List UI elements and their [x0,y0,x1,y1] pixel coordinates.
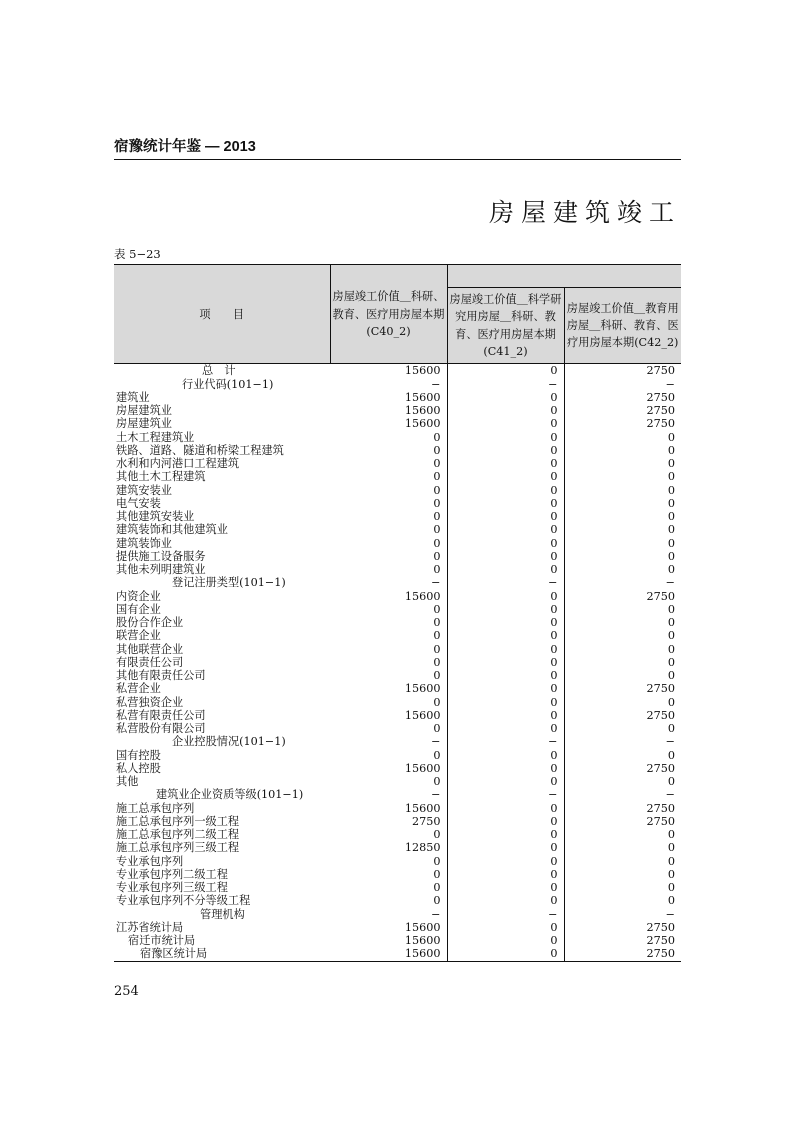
table-number: 表 5−23 [114,247,161,261]
table-row [114,828,681,841]
cell-c40: 15600 [330,921,447,934]
table-row [114,815,681,828]
cell-c42: 2750 [646,682,675,696]
row-label: 房屋建筑业 [116,417,172,431]
cell-c42: 0 [667,549,675,563]
cell-c41: 0 [447,881,564,894]
row-label: 专业承包序列三级工程 [116,881,228,895]
cell-c40: 0 [330,484,447,497]
cell-c40: 0 [330,550,447,563]
cell-c42: 0 [667,457,675,471]
table-row [114,563,681,576]
table-row [114,709,681,722]
table-row [114,391,681,404]
cell-c42: 0 [667,881,675,895]
row-label: 行业代码(101−1) [182,377,274,391]
row-label: 提供施工设备服务 [116,549,206,563]
table-row [114,775,681,788]
cell-c40: 0 [330,868,447,881]
cell-c42: 0 [667,642,675,656]
cell-c40: 0 [330,855,447,868]
column-header-group [447,265,681,288]
row-label: 国有控股 [116,748,161,762]
row-label: 专业承包序列二级工程 [116,867,228,881]
cell-c41: − [447,735,564,748]
table-header [114,265,681,364]
cell-c41: 0 [447,696,564,709]
table-row [114,616,681,629]
cell-c41: 0 [447,470,564,483]
cell-c42: 2750 [646,417,675,431]
table-row [114,802,681,815]
cell-c42: 0 [667,775,675,789]
cell-c40: 0 [330,603,447,616]
table-row [114,682,681,695]
cell-c42: 0 [667,867,675,881]
row-label: 建筑装饰和其他建筑业 [116,523,228,537]
column-header-c40: 房屋竣工价值＿科研、教育、医疗用房屋本期(C40_2) [330,265,447,364]
cell-c40: 0 [330,696,447,709]
table-row [114,643,681,656]
cell-c41: 0 [447,934,564,947]
row-label: 管理机构 [200,907,245,921]
cell-c40: 15600 [330,762,447,775]
table-row [114,497,681,510]
row-label: 总 计 [202,364,236,378]
row-label: 房屋建筑业 [116,404,172,418]
table-body [114,364,681,961]
cell-c40: 0 [330,497,447,510]
cell-c41: 0 [447,590,564,603]
cell-c40: 0 [330,775,447,788]
row-label: 私营有限责任公司 [116,708,206,722]
cell-c40: 0 [330,510,447,523]
cell-c42: − [665,377,675,391]
cell-c41: 0 [447,762,564,775]
cell-c40: 0 [330,537,447,550]
cell-c42: − [665,907,675,921]
row-label: 宿迁市统计局 [128,934,196,948]
table-row [114,457,681,470]
cell-c41: 0 [447,868,564,881]
cell-c41: 0 [447,669,564,682]
cell-c42: 2750 [646,364,675,378]
cell-c42: 2750 [646,801,675,815]
column-header-c41: 房屋竣工价值＿科学研究用房屋＿科研、教育、医疗用房屋本期(C41_2) [447,288,564,364]
cell-c41: 0 [447,550,564,563]
table-row [114,378,681,391]
data-table [114,264,681,962]
cell-c41: 0 [447,722,564,735]
row-label: 江苏省统计局 [116,920,184,934]
cell-c40: 0 [330,722,447,735]
cell-c41: 0 [447,921,564,934]
table-row [114,669,681,682]
cell-c42: 0 [667,748,675,762]
cell-c40: 15600 [330,802,447,815]
table-row [114,629,681,642]
cell-c42: 2750 [646,761,675,775]
table-row [114,881,681,894]
table-row [114,537,681,550]
cell-c40: 15600 [330,590,447,603]
cell-c40: 0 [330,881,447,894]
cell-c41: 0 [447,682,564,695]
cell-c40: 0 [330,470,447,483]
row-label: 其他有限责任公司 [116,669,206,683]
row-label: 其他建筑安装业 [116,510,195,524]
cell-c40: 0 [330,894,447,907]
row-label: 宿豫区统计局 [114,947,330,961]
table-row [114,444,681,457]
row-label: 有限责任公司 [116,655,184,669]
row-label: 登记注册类型(101−1) [172,576,286,590]
row-label: 施工总承包序列 [116,801,195,815]
table-row [114,656,681,669]
cell-c42: − [665,735,675,749]
cell-c42: 0 [667,510,675,524]
cell-c42: 0 [667,430,675,444]
table-row [114,603,681,616]
cell-c41: 0 [447,364,564,378]
cell-c41: 0 [447,749,564,762]
cell-c40: − [330,735,447,748]
cell-c42: − [665,788,675,802]
cell-c42: 2750 [564,947,681,961]
table-row [114,894,681,907]
cell-c41: 0 [447,537,564,550]
cell-c40: 15600 [330,364,447,378]
row-label: 私营独资企业 [116,695,184,709]
cell-c42: 2750 [646,934,675,948]
cell-c41: − [447,908,564,921]
cell-c40: 15600 [330,404,447,417]
cell-c40: 0 [330,749,447,762]
cell-c42: 0 [667,841,675,855]
cell-c41: − [447,788,564,801]
cell-c41: 0 [447,391,564,404]
row-label: 施工总承包序列二级工程 [116,828,240,842]
row-label: 建筑业 [116,390,150,404]
page-number: 254 [114,984,139,999]
cell-c41: 0 [447,484,564,497]
cell-c41: 0 [447,444,564,457]
row-label: 建筑装饰业 [116,536,172,550]
cell-c40: 2750 [330,815,447,828]
data-table-container [114,264,681,962]
row-label: 铁路、道路、隧道和桥梁工程建筑 [116,443,284,457]
cell-c41: 0 [447,404,564,417]
section-title: 房屋建筑竣工 [488,198,681,227]
table-row [114,908,681,921]
table-row [114,934,681,947]
cell-c42: 0 [667,722,675,736]
table-row [114,735,681,748]
row-label: 国有企业 [116,602,161,616]
row-label: 私营企业 [116,682,161,696]
cell-c42: 0 [667,483,675,497]
cell-c40: 15600 [330,947,447,961]
cell-c40: 0 [330,563,447,576]
table-row [114,431,681,444]
cell-c41: 0 [447,656,564,669]
row-label: 建筑安装业 [116,483,172,497]
cell-c40: 0 [330,444,447,457]
table-row [114,696,681,709]
table-row [114,947,681,961]
row-label: 土木工程建筑业 [116,430,195,444]
cell-c41: 0 [447,855,564,868]
cell-c41: 0 [447,828,564,841]
cell-c41: 0 [447,616,564,629]
cell-c40: 0 [330,616,447,629]
cell-c40: − [330,788,447,801]
cell-c41: 0 [447,947,564,961]
cell-c41: 0 [447,802,564,815]
table-row [114,749,681,762]
cell-c41: 0 [447,417,564,430]
cell-c40: − [330,908,447,921]
running-head: 宿豫统计年鉴 — 2013 [114,135,681,160]
table-row [114,788,681,801]
cell-c40: 15600 [330,682,447,695]
cell-c42: 2750 [646,589,675,603]
cell-c40: 0 [330,656,447,669]
cell-c41: 0 [447,643,564,656]
cell-c41: 0 [447,510,564,523]
row-label: 内资企业 [116,589,161,603]
cell-c42: 2750 [646,814,675,828]
cell-c40: − [330,576,447,589]
cell-c40: 15600 [330,709,447,722]
cell-c42: 0 [667,854,675,868]
row-label: 股份合作企业 [116,616,184,630]
table-row [114,470,681,483]
column-header-c42: 房屋竣工价值＿教育用房屋＿科研、教育、医疗用房屋本期(C42_2) [564,288,681,364]
cell-c40: − [330,378,447,391]
cell-c41: − [447,576,564,589]
cell-c42: 2750 [646,404,675,418]
table-row [114,510,681,523]
table-row [114,855,681,868]
table-row [114,404,681,417]
cell-c42: 0 [667,602,675,616]
cell-c41: 0 [447,815,564,828]
table-row [114,868,681,881]
table-row [114,722,681,735]
cell-c42: 0 [667,496,675,510]
cell-c41: 0 [447,563,564,576]
cell-c41: 0 [447,523,564,536]
cell-c42: 0 [667,563,675,577]
column-header-item: 项 目 [114,265,330,364]
row-label: 建筑业企业资质等级(101−1) [156,788,304,802]
cell-c40: 15600 [330,934,447,947]
row-label: 企业控股情况(101−1) [172,735,286,749]
cell-c42: 0 [667,655,675,669]
cell-c42: 0 [667,443,675,457]
cell-c42: 2750 [646,708,675,722]
row-label: 私营股份有限公司 [116,722,206,736]
cell-c40: 0 [330,669,447,682]
cell-c41: 0 [447,431,564,444]
table-row [114,550,681,563]
cell-c42: − [665,576,675,590]
row-label: 其他土木工程建筑 [116,470,206,484]
cell-c41: 0 [447,497,564,510]
cell-c42: 0 [667,536,675,550]
row-label: 专业承包序列不分等级工程 [116,894,251,908]
cell-c42: 0 [667,669,675,683]
row-label: 其他未列明建筑业 [116,563,206,577]
cell-c40: 0 [330,457,447,470]
row-label: 施工总承包序列一级工程 [116,814,240,828]
row-label: 水利和内河港口工程建筑 [116,457,240,471]
row-label: 联营企业 [116,629,161,643]
cell-c40: 0 [330,431,447,444]
row-label: 私人控股 [116,761,161,775]
cell-c41: 0 [447,709,564,722]
cell-c41: 0 [447,894,564,907]
row-label: 其他联营企业 [116,642,184,656]
cell-c42: 0 [667,629,675,643]
table-row [114,364,681,378]
table-row [114,841,681,854]
cell-c40: 0 [330,629,447,642]
table-row [114,921,681,934]
cell-c42: 2750 [646,390,675,404]
cell-c42: 0 [667,616,675,630]
cell-c41: 0 [447,629,564,642]
cell-c42: 0 [667,470,675,484]
cell-c40: 15600 [330,417,447,430]
row-label: 专业承包序列 [116,854,184,868]
cell-c42: 2750 [646,920,675,934]
cell-c40: 15600 [330,391,447,404]
cell-c41: 0 [447,457,564,470]
row-label: 施工总承包序列三级工程 [116,841,240,855]
table-row [114,523,681,536]
table-row [114,417,681,430]
cell-c41: 0 [447,603,564,616]
table-row [114,484,681,497]
cell-c40: 0 [330,828,447,841]
table-row [114,762,681,775]
cell-c42: 0 [667,523,675,537]
row-label: 电气安装 [116,496,161,510]
table-row [114,576,681,589]
table-row [114,590,681,603]
cell-c42: 0 [667,894,675,908]
cell-c40: 0 [330,523,447,536]
cell-c41: 0 [447,775,564,788]
cell-c40: 0 [330,643,447,656]
cell-c40: 12850 [330,841,447,854]
cell-c42: 0 [667,695,675,709]
cell-c41: − [447,378,564,391]
cell-c41: 0 [447,841,564,854]
row-label: 其他 [116,775,139,789]
cell-c42: 0 [667,828,675,842]
